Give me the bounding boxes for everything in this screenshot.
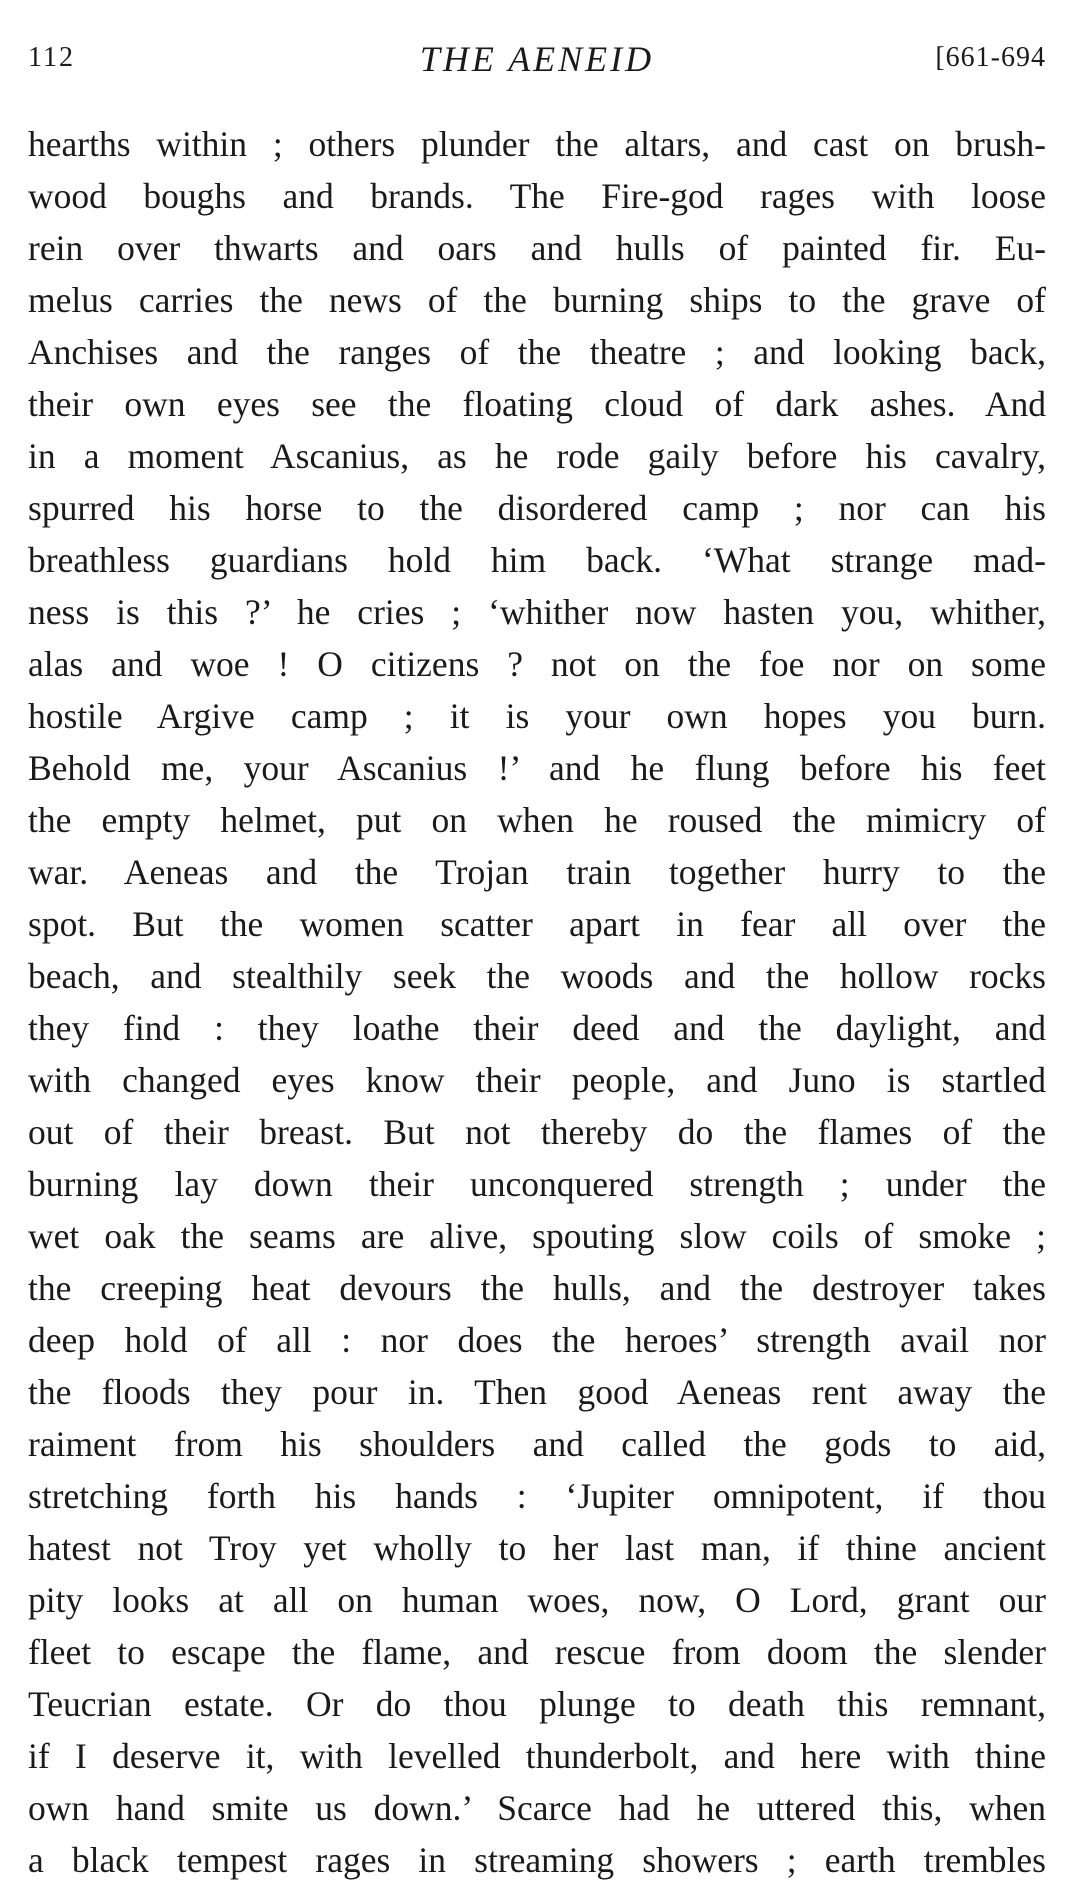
text-line: out of their breast. But not thereby do the flames of the: [28, 1112, 1046, 1152]
text-line: breathless guardians hold him back. ‘What strange mad-: [28, 540, 1046, 580]
line-range: [661-694: [935, 42, 1046, 73]
text-line: Teucrian estate. Or do thou plunge to death this remnant,: [28, 1684, 1046, 1724]
text-line: burning lay down their unconquered strength ; under the: [28, 1164, 1046, 1204]
text-line: wet oak the seams are alive, spouting slow coils of smoke ;: [28, 1216, 1046, 1256]
text-line: rein over thwarts and oars and hulls of painted fir. Eu-: [28, 228, 1046, 268]
text-line: ness is this ?’ he cries ; ‘whither now hasten you, whither,: [28, 592, 1046, 632]
text-line: wood boughs and brands. The Fire-god rages with loose: [28, 176, 1046, 216]
text-line: deep hold of all : nor does the heroes’ strength avail nor: [28, 1320, 1046, 1360]
text-line: spurred his horse to the disordered camp ; nor can his: [28, 488, 1046, 528]
text-line: Anchises and the ranges of the theatre ; and looking back,: [28, 332, 1046, 372]
text-line: their own eyes see the floating cloud of dark ashes. And: [28, 384, 1046, 424]
page-number: 112: [28, 42, 75, 73]
text-line: the floods they pour in. Then good Aeneas rent away the: [28, 1372, 1046, 1412]
text-line: hearths within ; others plunder the altars, and cast on brush-: [28, 124, 1046, 164]
text-line: hatest not Troy yet wholly to her last man, if thine ancient: [28, 1528, 1046, 1568]
text-line: a black tempest rages in streaming showers ; earth trembles: [28, 1840, 1046, 1880]
text-line: pity looks at all on human woes, now, O Lord, grant our: [28, 1580, 1046, 1620]
text-line: alas and woe ! O citizens ? not on the foe nor on some: [28, 644, 1046, 684]
running-head: [28, 38, 1046, 82]
text-line: stretching forth his hands : ‘Jupiter omnipotent, if thou: [28, 1476, 1046, 1516]
text-line: the empty helmet, put on when he roused the mimicry of: [28, 800, 1046, 840]
body-text: [28, 118, 1046, 1886]
text-line: own hand smite us down.’ Scarce had he uttered this, when: [28, 1788, 1046, 1828]
text-line: in a moment Ascanius, as he rode gaily before his cavalry,: [28, 436, 1046, 476]
text-line: spot. But the women scatter apart in fear all over the: [28, 904, 1046, 944]
text-line: beach, and stealthily seek the woods and the hollow rocks: [28, 956, 1046, 996]
text-line: Behold me, your Ascanius !’ and he flung before his feet: [28, 748, 1046, 788]
text-line: fleet to escape the flame, and rescue from doom the slender: [28, 1632, 1046, 1672]
text-line: war. Aeneas and the Trojan train together hurry to the: [28, 852, 1046, 892]
text-line: raiment from his shoulders and called the gods to aid,: [28, 1424, 1046, 1464]
text-line: they find : they loathe their deed and the daylight, and: [28, 1008, 1046, 1048]
text-line: with changed eyes know their people, and Juno is startled: [28, 1060, 1046, 1100]
running-title: THE AENEID: [419, 39, 655, 79]
text-line: melus carries the news of the burning ships to the grave of: [28, 280, 1046, 320]
text-line: if I deserve it, with levelled thunderbolt, and here with thine: [28, 1736, 1046, 1776]
text-line: the creeping heat devours the hulls, and the destroyer takes: [28, 1268, 1046, 1308]
text-line: hostile Argive camp ; it is your own hopes you burn.: [28, 696, 1046, 736]
